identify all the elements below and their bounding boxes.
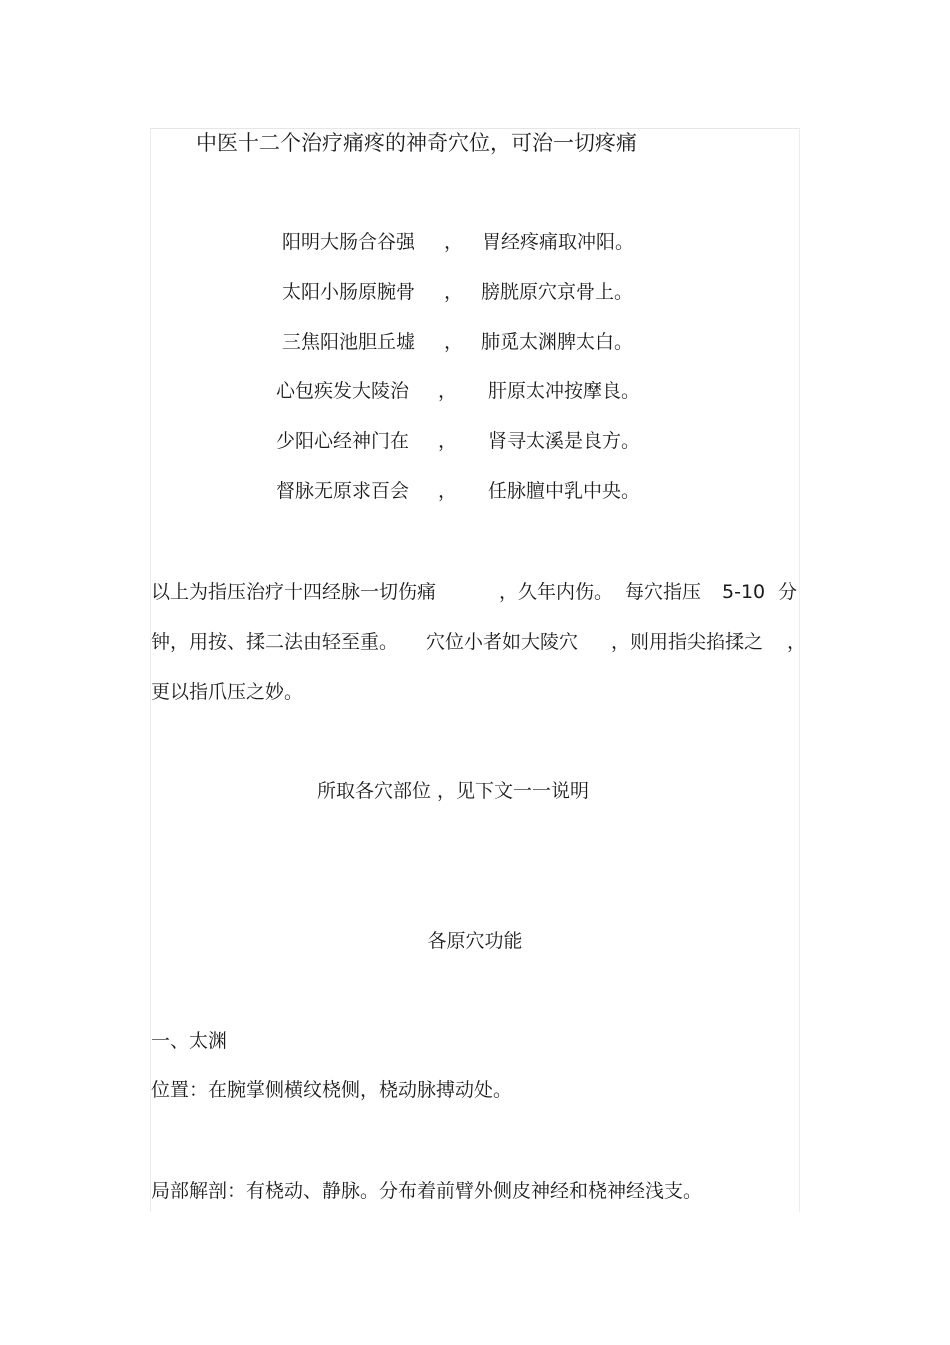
paragraph-number: 5-10 [722, 581, 766, 603]
verse-first-half: 督脉无原求百会 [276, 480, 410, 502]
verse-second-half: 肺觅太渊脾太白。 [481, 331, 634, 353]
verse-first-half: 少阳心经神门在 [276, 430, 410, 452]
paragraph-text: ，则用指尖掐揉之 [611, 631, 764, 653]
paragraph-text: 分 [778, 581, 798, 603]
verse-first-half: 太阳小肠原腕骨 [282, 281, 416, 303]
verse-comma: ， [438, 480, 458, 502]
paragraph-line: 更以指爪压之妙。 [151, 681, 304, 703]
acupoint-anatomy: 局部解剖：有桡动、静脉。分布着前臂外侧皮神经和桡神经浅支。 [151, 1180, 703, 1202]
verse-second-half: 肝原太冲按摩良。 [488, 380, 641, 402]
verse-second-half: 膀胱原穴京骨上。 [481, 281, 634, 303]
verse-comma: ， [438, 380, 458, 402]
verse-comma: ， [438, 430, 458, 452]
verse-first-half: 阳明大肠合谷强 [282, 231, 416, 253]
explanatory-note: 所取各穴部位 ，见下文一一说明 [317, 780, 590, 802]
verse-second-half: 任脉膻中乳中央。 [488, 480, 641, 502]
verse-comma: ， [444, 281, 464, 303]
acupoint-position: 位置：在腕掌侧横纹桡侧，桡动脉搏动处。 [151, 1079, 513, 1101]
section-heading: 各原穴功能 [427, 930, 523, 952]
page-frame [150, 128, 800, 1212]
verse-comma: ， [444, 231, 464, 253]
document-title: 中医十二个治疗痛疼的神奇穴位，可治一切疼痛 [196, 131, 637, 155]
verse-second-half: 肾寻太溪是良方。 [488, 430, 641, 452]
verse-first-half: 心包疾发大陵治 [276, 380, 410, 402]
verse-second-half: 胃经疼痛取冲阳。 [482, 231, 635, 253]
paragraph-text: 以上为指压治疗十四经脉一切伤痛 [151, 581, 437, 603]
paragraph-text: 每穴指压 [625, 581, 702, 603]
verse-first-half: 三焦阳池胆丘墟 [282, 331, 416, 353]
paragraph-text: 钟，用按、揉二法由轻至重。 [151, 631, 399, 653]
paragraph-text: 穴位小者如大陵穴 [426, 631, 579, 653]
paragraph-text: ， [787, 631, 807, 653]
acupoint-heading: 一、太渊 [151, 1030, 228, 1052]
verse-comma: ， [444, 331, 464, 353]
paragraph-text: ，久年内伤。 [499, 581, 614, 603]
